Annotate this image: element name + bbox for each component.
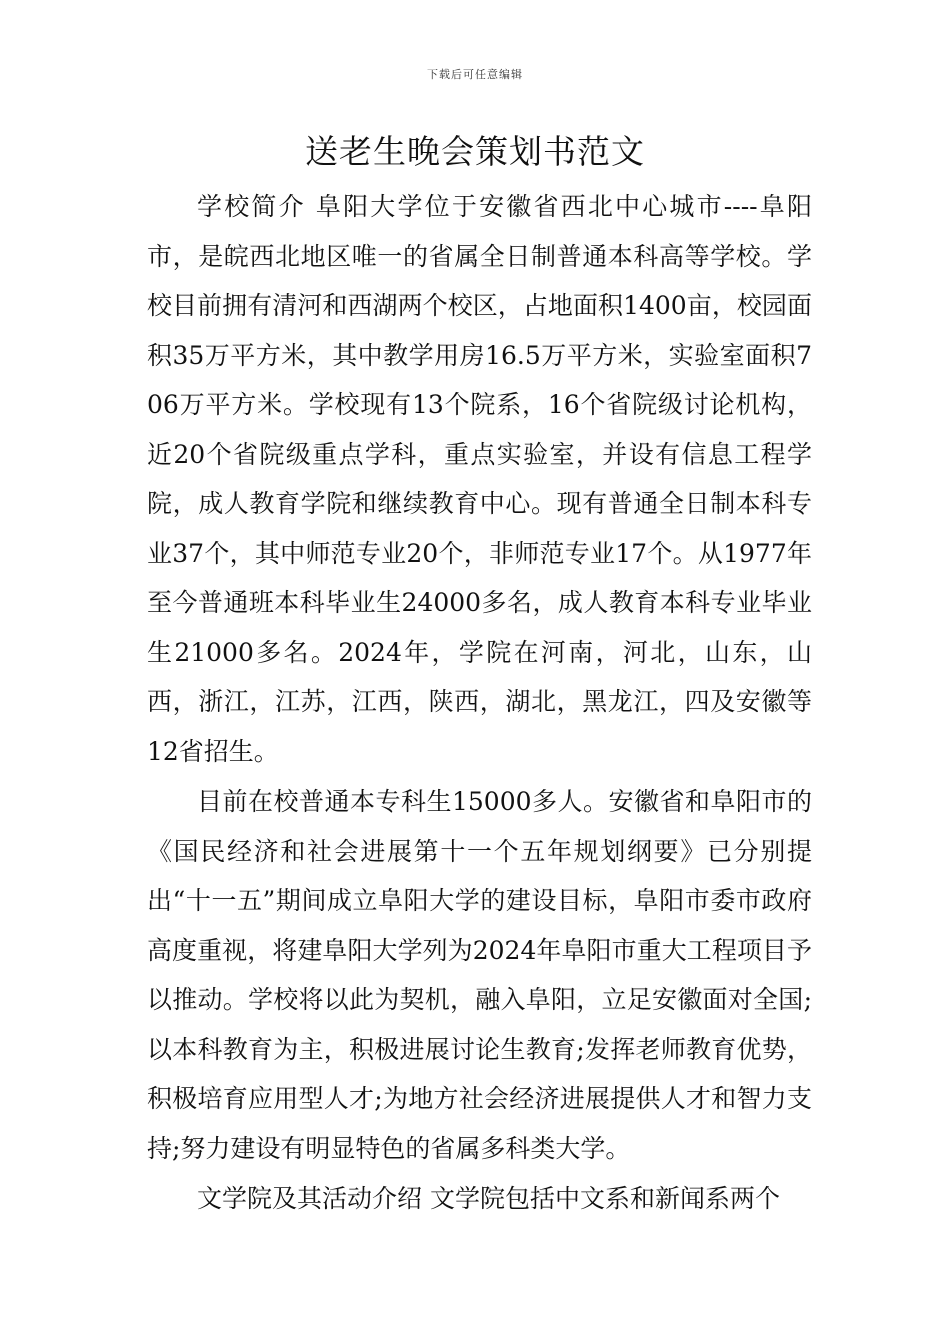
paragraph-current-students: 目前在校普通本专科生15000多人。安徽省和阜阳市的《国民经济和社会进展第十一个五年规划纲要》已分别提出“十一五”期间成立阜阳大学的建设目标，阜阳市委市政府高度重视，将建阜阳大学列为2024年阜阳市重大工程项目予以推动。学校将以此为契机，融入阜阳，立足安徽面对全国;以本科教育为主，积极进展讨论生教育;发挥老师教育优势，积极培育应用型人才;为地方社会经济进展提供人才和智力支持;努力建设有明显特色的省属多科类大学。 (147, 787, 812, 1163)
paragraph-school-intro: 学校简介 阜阳大学位于安徽省西北中心城市----阜阳市，是皖西北地区唯一的省属全日制普通本科高等学校。学校目前拥有清河和西湖两个校区，占地面积1400亩，校园面积35万平方米，其中教学用房16.5万平方米，实验室面积706万平方米。学校现有13个院系，16个省院级讨论机构，近20个省院级重点学科，重点实验室，并设有信息工程学院，成人教育学院和继续教育中心。现有普通全日制本科专业37个，其中师范专业20个，非师范专业17个。从1977年至今普通班本科毕业生24000多名，成人教育本科专业毕业生21000多名。2024年，学院在河南，河北，山东，山西，浙江，江苏，江西，陕西，湖北，黑龙江，四及安徽等12省招生。 (147, 192, 812, 766)
paragraph-college-intro: 文学院及其活动介绍 文学院包括中文系和新闻系两个 (197, 1184, 780, 1213)
document-body (147, 182, 812, 1224)
document-title: 送老生晚会策划书范文 (305, 132, 645, 171)
header-note: 下载后可任意编辑 (427, 68, 523, 81)
